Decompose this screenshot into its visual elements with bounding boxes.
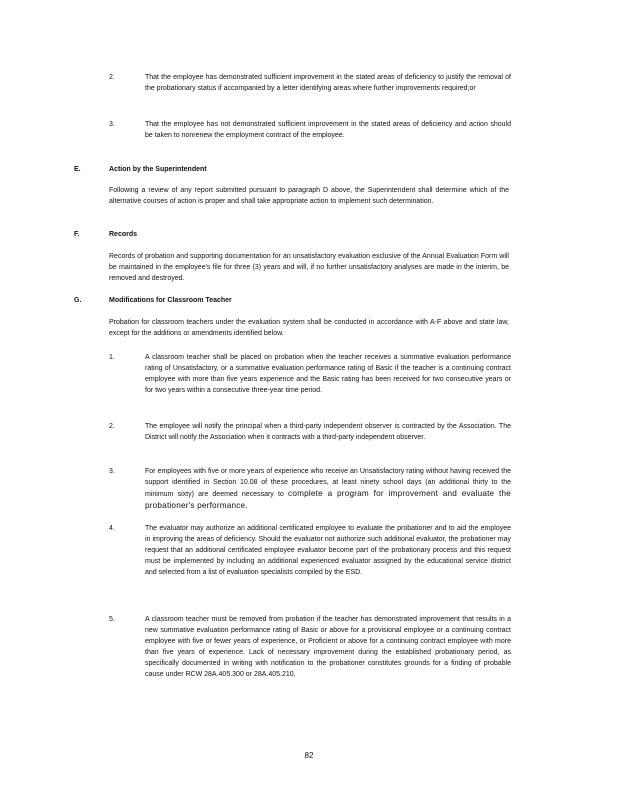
section-paragraph: Records of probation and supporting documentation for an unsatisfactory evaluation exclusive of the Annual Evaluation Form will be maintained in the employee's file for three (3) years and will, if no further unsatisfactory analyses are made in the interim, be removed and destroyed. [109, 253, 509, 282]
section-heading: Action by the Superintendent [109, 166, 207, 173]
section-paragraph: Following a review of any report submitted pursuant to paragraph D above, the Superintendent shall determine which of the alternative courses of action is proper and shall take appropriate action to implement such determination. [109, 187, 509, 205]
list-item-text: A classroom teacher must be removed from probation if the teacher has demonstrated improvement that results in a new summative evaluation performance rating of Basic or above for a provisional employee or a continuing contract employee with five or fewer years of experience, or Proficient or above for a continuing contract employee with more than five years of experience. Lack of necessary improvement during the established probationary period, as specifically documented in writing with notification to the probationer constitutes grounds for a finding of probable cause under RCW 28A.405.300 or 28A.405.210. [145, 616, 511, 678]
list-item-text [145, 466, 511, 512]
list-item-text: The evaluator may authorize an additional certificated employee to evaluate the probationer and to aid the employee in improving the areas of deficiency. Should the evaluator not authorize such additional evaluator, the probationer may request that an additional certificated employee evaluator become part of the probationary process and this request must be implemented by including an additional experienced evaluator assigned by the educational service district and selected from a list of evaluation specialists compiled by the ESD. [145, 525, 511, 576]
list-item-text: The employee will notify the principal when a third-party independent observer is contracted by the Association. The District will notify the Association when it contracts with a third-party independent observer. [145, 423, 511, 441]
list-item-number: 5. [109, 616, 115, 623]
list-item-text: A classroom teacher shall be placed on probation when the teacher receives a summative evaluation performance rating of Unsatisfactory, or a summative evaluation performance rating of Basic if the teacher is a continuing contract employee with more than five years experience and the Basic rating has been received for two consecutive years or for two years within a consecutive three-year time period. [145, 354, 511, 394]
list-item-text-large: complete a program for improvement and evaluate the probationer's performance. [145, 489, 511, 510]
section-paragraph: Probation for classroom teachers under the evaluation system shall be conducted in accordance with A-F above and state law, except for the additions or amendments identified below. [109, 319, 509, 337]
section-letter: G. [74, 297, 82, 304]
section-heading: Modifications for Classroom Teacher [109, 297, 232, 304]
section-letter: F. [74, 231, 80, 238]
list-item-number: 2. [109, 74, 115, 81]
list-item-text: That the employee has demonstrated sufficient improvement in the stated areas of deficiency to justify the removal of the probationary status if accompanied by a letter identifying areas where further improvements required;or [145, 74, 511, 92]
section-letter: E. [74, 166, 81, 173]
list-item-text-part: For employees with five or more years of experience who receive an Unsatisfactory rating without having received the support identified in Section 10.08 of these procedures, at least ninety school days (an additional thirty to the minimum sixty) are deemed necessary to [145, 468, 511, 498]
list-item-number: 1. [109, 354, 115, 361]
section-heading: Records [109, 231, 138, 238]
list-item-number: 2. [109, 423, 115, 430]
list-item-number: 3. [109, 468, 115, 475]
page-number: 82 [304, 751, 314, 760]
list-item-number: 4. [109, 525, 115, 532]
list-item-text: That the employee has not demonstrated sufficient improvement in the stated areas of deficiency and action should be taken to nonrenew the employment contract of the employee. [145, 121, 511, 139]
list-item-number: 3. [109, 121, 115, 128]
